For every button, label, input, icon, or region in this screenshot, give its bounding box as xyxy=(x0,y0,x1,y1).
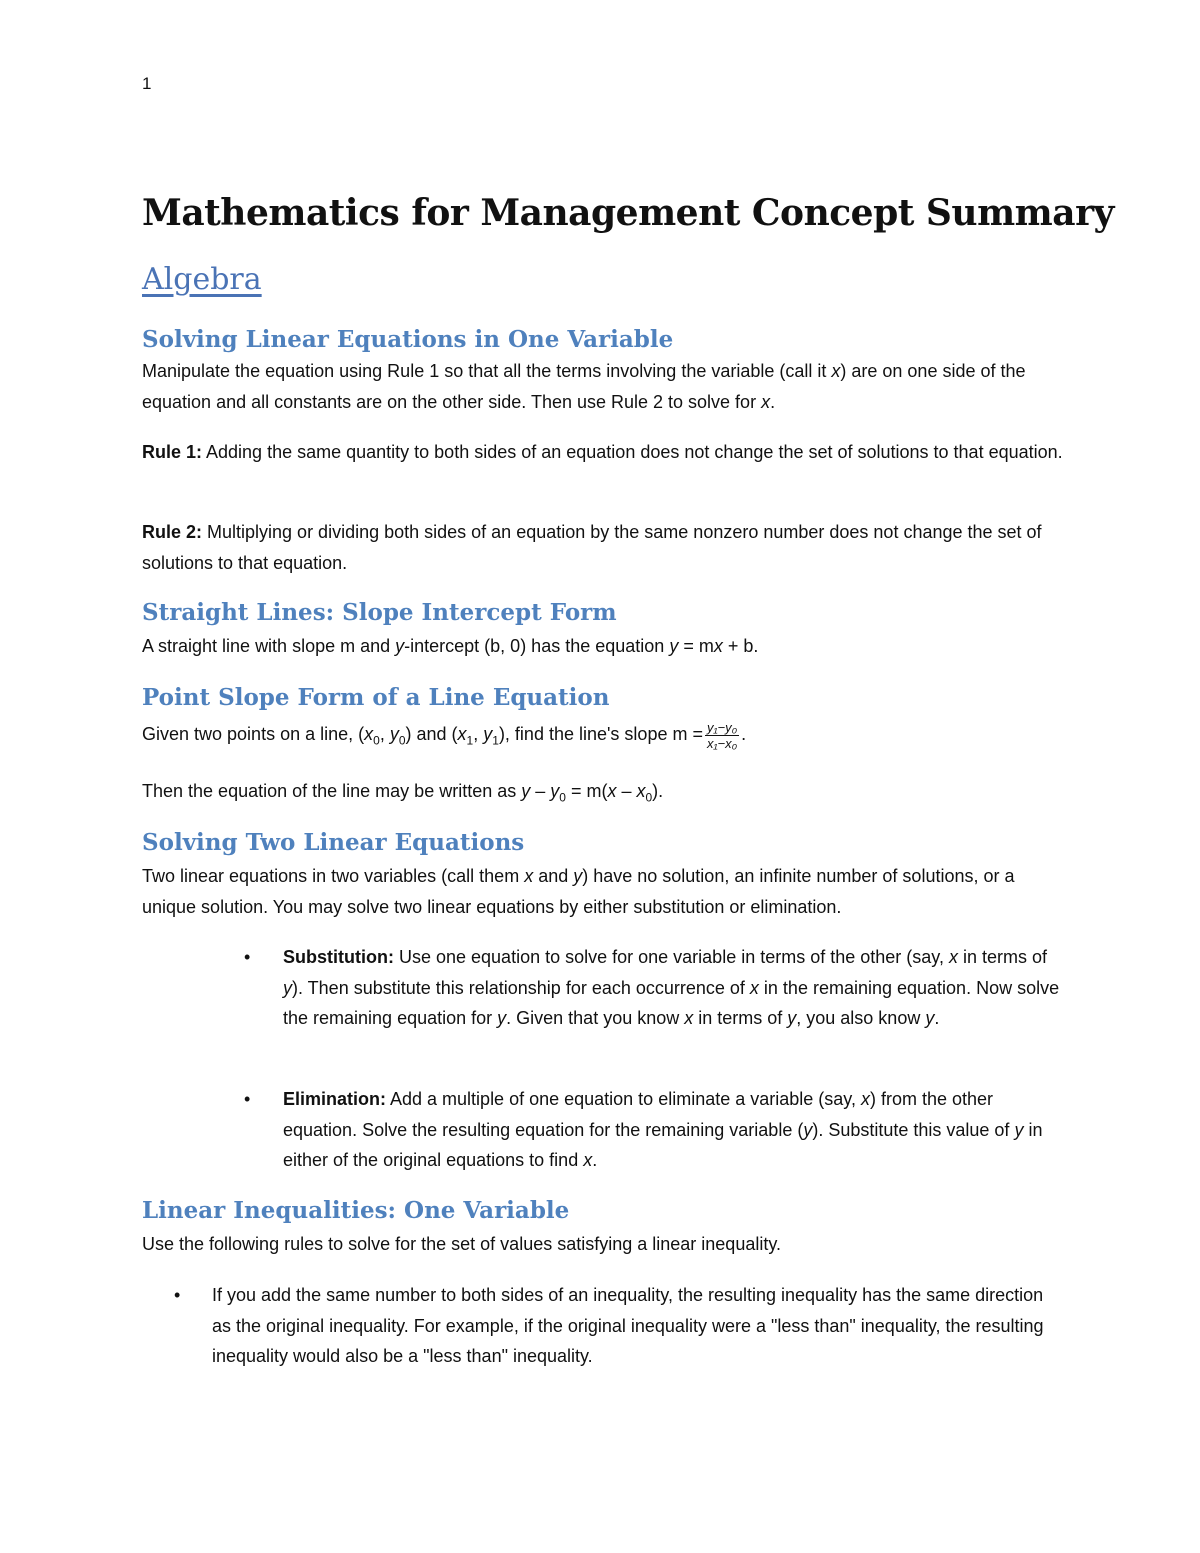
slope-fraction: $\frac{\text{y₁−y₀}}{\text{x₁−x₀}}$ xyxy=(706,719,738,751)
bullet-substitution: Substitution: Use one equation to solve for one variable in terms of the other (say, x in terms of y). Then substitute this relationship for each occurrence of x in the remaining equation. Now solve the remaining equation for y. Given that you know x in terms of y, you also know y. xyxy=(283,947,1060,1028)
bullet-elimination-marker: • xyxy=(244,1089,251,1109)
bullet-inequality-rule: If you add the same number to both sides of an inequality, the resulting inequality has the same direction as the original inequality. For example, if the original inequality were a "less than" inequality, the resulting inequality would also be a "less than" inequality. xyxy=(212,1285,1044,1366)
paragraph-two-linear-intro: Two linear equations in two variables (call them x and y) have no solution, an infinite number of solutions, or a unique solution. You may solve two linear equations by either substitution or elimination. xyxy=(142,866,1015,917)
paragraph-rule-1: Rule 1: Adding the same quantity to both sides of an equation does not change the set of solutions to that equation. xyxy=(142,442,1063,462)
bullet-elimination: Elimination: Add a multiple of one equation to eliminate a variable (say, x) from the other equation. Solve the resulting equation for the remaining variable (y). Substitute this value of y in either of the original equations to find x. xyxy=(283,1089,1043,1170)
heading-solving-linear-equations: Solving Linear Equations in One Variable xyxy=(142,326,674,353)
paragraph-slope-intercept: A straight line with slope m and y-intercept (b, 0) has the equation y = mx + b. xyxy=(142,636,759,656)
paragraph-inequalities-intro: Use the following rules to solve for the set of values satisfying a linear inequality. xyxy=(142,1234,781,1254)
section-heading-algebra: Algebra xyxy=(142,262,262,297)
bullet-inequality-marker: • xyxy=(174,1285,181,1305)
paragraph-point-slope-equation: Then the equation of the line may be written as $y - y_0 = m(x - x_0)$. xyxy=(142,781,664,805)
page-number: 1 xyxy=(142,74,152,93)
paragraph-two-points: Given two points on a line, ($x_0$, $y_0$) and ($x_1$, $y_1$), find the line's slope m = $\frac{\text{y₁−y₀}}{\text{x₁−x₀}}$ . xyxy=(142,719,747,751)
paragraph-linear-equations: Manipulate the equation using Rule 1 so that all the terms involving the variable (call it x) are on one side of the equation and all constants are on the other side. Then use Rule 2 to solve for x. xyxy=(142,361,1026,412)
heading-point-slope: Point Slope Form of a Line Equation xyxy=(142,684,610,711)
heading-two-linear-equations: Solving Two Linear Equations xyxy=(142,829,525,856)
heading-linear-inequalities: Linear Inequalities: One Variable xyxy=(142,1197,570,1224)
heading-slope-intercept: Straight Lines: Slope Intercept Form xyxy=(142,599,617,626)
paragraph-rule-2: Rule 2: Multiplying or dividing both sides of an equation by the same nonzero number does not change the set of solutions to that equation. xyxy=(142,522,1042,573)
rule-1-label: Rule 1: xyxy=(142,442,203,462)
document-title: Mathematics for Management Concept Summary xyxy=(142,192,1114,234)
bullet-substitution-marker: • xyxy=(244,947,251,967)
rule-2-label: Rule 2: xyxy=(142,522,203,542)
